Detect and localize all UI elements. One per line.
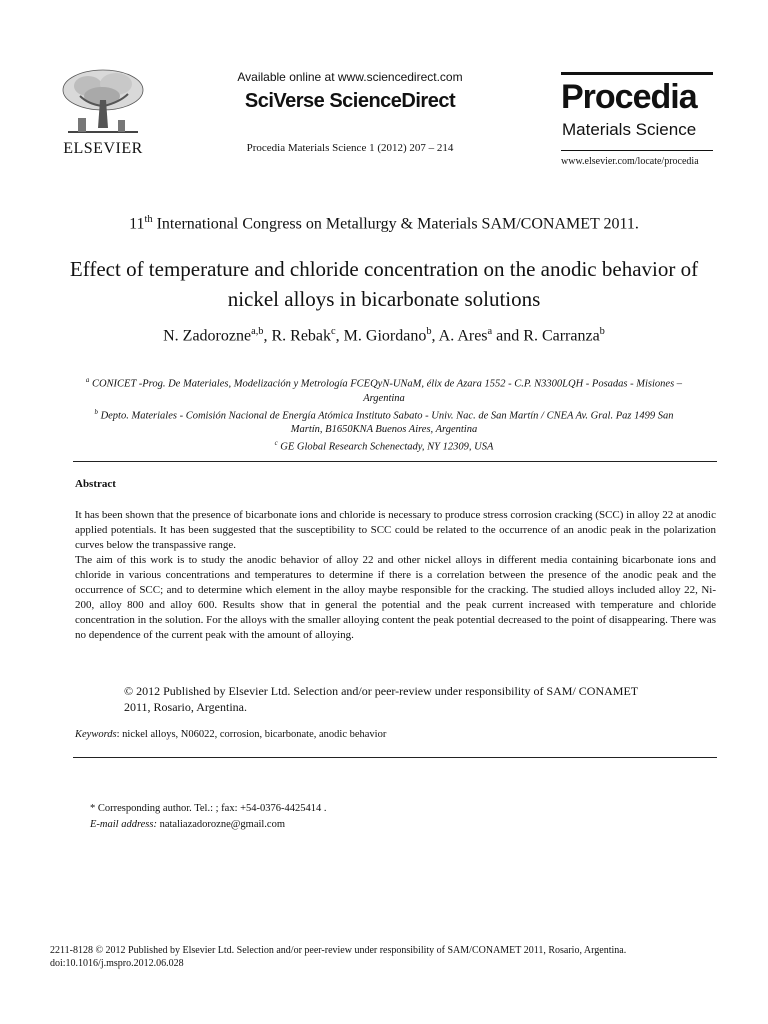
journal-top-rule bbox=[561, 72, 713, 75]
copyright-note: © 2012 Published by Elsevier Ltd. Selection and/or peer-review under responsibility of SAM/ CONAMET 2011, Rosario, Argentina. bbox=[124, 684, 638, 714]
author-name: N. Zadorozne bbox=[163, 327, 252, 345]
affiliation-list bbox=[80, 374, 688, 455]
abstract-body bbox=[75, 508, 716, 643]
congress-text: International Congress on Metallurgy & Materials SAM/CONAMET 2011. bbox=[152, 215, 639, 233]
author-name: R. Carranza bbox=[523, 327, 600, 345]
affiliation-item bbox=[80, 374, 688, 406]
abstract-paragraph: The aim of this work is to study the anodic behavior of alloy 22 and other nickel alloys in different media containing bicarbonate ions and chloride in various concentrations and temperatures to determine if there is a correlation between the presence of the anodic peak and the occurrence of SCC; and to determine which element in the alloy maybe responsible for the cracking. The studied alloys included alloy 22, Ni-200, alloy 800 and alloy 600. Results show that in general the potential and the peak current increased with temperature and chloride concentration in the solution. For the alloys with the smaller alloying content the peak potential decreased to the point of disappearing. There was no dependence of the current peak with the amount of alloying. bbox=[75, 554, 716, 641]
affiliation-text: Depto. Materiales - Comisión Nacional de Energía Atómica Instituto Sabato - Univ. Nac. de San Martín / CNEA Av. Gral. Paz 1499 San Martín, B1650KNA Buenos Aires, Argentina bbox=[97, 410, 674, 435]
author-separator: , bbox=[263, 327, 272, 345]
footer-doi[interactable]: doi:10.1016/j.mspro.2012.06.028 bbox=[50, 958, 184, 969]
author-list bbox=[40, 326, 728, 345]
affiliation-text: CONICET -Prog. De Materiales, Modelización y Metrología FCEQyN-UNaM, élix de Azara 1552 - C.P. N3300LQH - Posadas - Misiones – Argentina bbox=[89, 378, 683, 404]
congress-ordinal: th bbox=[144, 214, 153, 225]
email-address[interactable]: nataliazadorozne@gmail.com bbox=[156, 819, 286, 830]
corresponding-author: * Corresponding author. Tel.: ; fax: +54-0376-4425414 . bbox=[90, 803, 327, 814]
affiliation-item bbox=[80, 406, 688, 438]
elsevier-tree-icon bbox=[58, 66, 148, 138]
author-affiliation-mark: c bbox=[331, 326, 336, 337]
platform-name: SciVerse ScienceDirect bbox=[244, 90, 456, 112]
affiliation-mark: b bbox=[94, 408, 98, 416]
keywords-text: : nickel alloys, N06022, corrosion, bicarbonate, anodic behavior bbox=[116, 729, 387, 740]
footer-rights: 2211-8128 © 2012 Published by Elsevier Ltd. Selection and/or peer-review under responsibility of SAM/CONAMET 2011, Rosario, Argentina. bbox=[50, 945, 627, 956]
abstract-paragraph: It has been shown that the presence of bicarbonate ions and chloride is necessary to produce stress corrosion cracking (SCC) in alloy 22 at anodic applied potentials. It has been suggested that the susceptibility to SCC could be related to the occurrence of an anodic peak in the polarization curves below the transpassive range. bbox=[75, 509, 716, 551]
author-affiliation-mark: b bbox=[599, 326, 605, 337]
affiliation-item bbox=[80, 437, 688, 455]
congress-number: 11 bbox=[129, 215, 145, 233]
journal-subtitle: Materials Science bbox=[562, 120, 697, 139]
author-separator: , bbox=[335, 327, 344, 345]
journal-name: Procedia bbox=[561, 78, 697, 116]
author-name: R. Rebak bbox=[271, 327, 332, 345]
author-name: A. Ares bbox=[438, 327, 488, 345]
affiliation-mark: a bbox=[85, 377, 90, 384]
congress-line bbox=[40, 214, 728, 233]
journal-bottom-rule bbox=[561, 150, 713, 151]
author-affiliation-mark: a bbox=[487, 326, 493, 337]
abstract-heading: Abstract bbox=[75, 478, 116, 490]
journal-url: www.elsevier.com/locate/procedia bbox=[561, 156, 699, 167]
journal-reference: Procedia Materials Science 1 (2012) 207 – 214 bbox=[246, 142, 454, 154]
elsevier-logo bbox=[48, 66, 158, 158]
affiliation-text: GE Global Research Schenectady, NY 12309, USA bbox=[277, 441, 494, 453]
affiliation-mark: c bbox=[274, 440, 278, 447]
author-name: M. Giordano bbox=[343, 327, 427, 345]
author-separator: and bbox=[492, 327, 524, 345]
author-separator: , bbox=[431, 327, 439, 345]
abstract-top-rule bbox=[73, 461, 717, 462]
author-affiliation-mark: a,b bbox=[251, 326, 264, 337]
author-affiliation-mark: b bbox=[426, 326, 432, 337]
publisher-name: ELSEVIER bbox=[63, 140, 143, 157]
email-label: E-mail address: bbox=[90, 819, 157, 830]
keywords bbox=[75, 729, 715, 740]
available-online-text: Available online at www.sciencedirect.com bbox=[237, 70, 463, 84]
email-line bbox=[90, 819, 285, 830]
paper-title: Effect of temperature and chloride concentration on the anodic behavior of nickel alloys in bicarbonate solutions bbox=[69, 257, 699, 311]
abstract-bottom-rule bbox=[73, 757, 717, 758]
keywords-label: Keywords bbox=[75, 729, 117, 740]
